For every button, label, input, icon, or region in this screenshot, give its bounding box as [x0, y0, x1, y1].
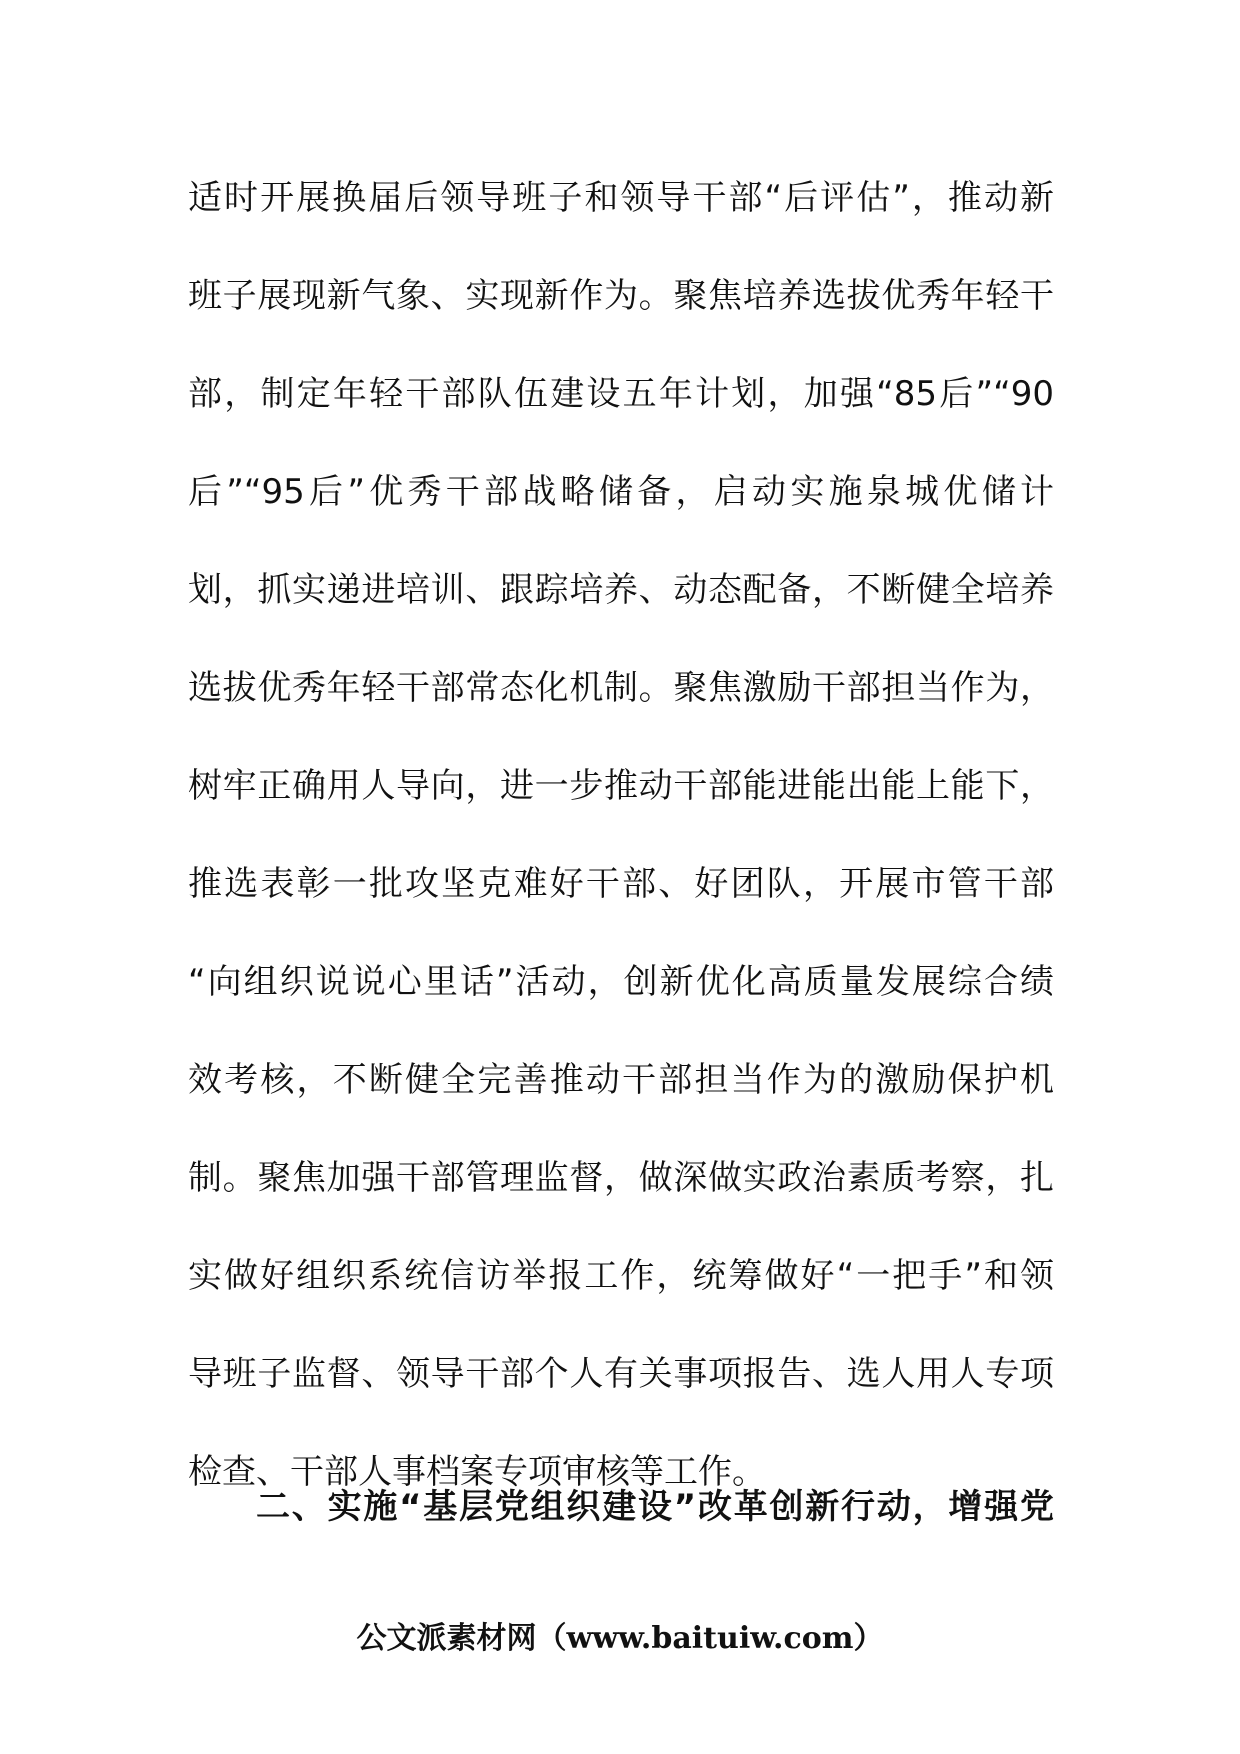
body-line: 后”“95后”优秀干部战略储备，启动实施泉城优储计 [188, 472, 1054, 512]
body-line: “向组织说说心里话”活动，创新优化高质量发展综合绩 [188, 962, 1054, 1002]
body-line: 效考核，不断健全完善推动干部担当作为的激励保护机 [188, 1060, 1054, 1100]
body-line: 制。聚焦加强干部管理监督，做深做实政治素质考察，扎 [188, 1158, 1054, 1198]
body-line: 选拔优秀年轻干部常态化机制。聚焦激励干部担当作为， [188, 668, 1054, 708]
body-line: 划，抓实递进培训、跟踪培养、动态配备，不断健全培养 [188, 570, 1054, 610]
body-line: 导班子监督、领导干部个人有关事项报告、选人用人专项 [188, 1354, 1054, 1394]
body-line: 实做好组织系统信访举报工作，统筹做好“一把手”和领 [188, 1256, 1054, 1296]
body-line: 班子展现新气象、实现新作为。聚焦培养选拔优秀年轻干 [188, 276, 1054, 316]
page-footer: 公文派素材网（www.baituiw.com） [356, 1621, 884, 1656]
body-line: 树牢正确用人导向，进一步推动干部能进能出能上能下， [188, 766, 1054, 806]
body-line: 检查、干部人事档案专项审核等工作。 [188, 1452, 766, 1492]
body-line: 适时开展换届后领导班子和领导干部“后评估”，推动新 [188, 178, 1054, 218]
body-line: 部，制定年轻干部队伍建设五年计划，加强“85后”“90 [188, 374, 1054, 414]
section-heading: 二、实施“基层党组织建设”改革创新行动，增强党 [256, 1487, 1054, 1527]
body-line: 推选表彰一批攻坚克难好干部、好团队，开展市管干部 [188, 864, 1054, 904]
body-text [188, 166, 1054, 1538]
